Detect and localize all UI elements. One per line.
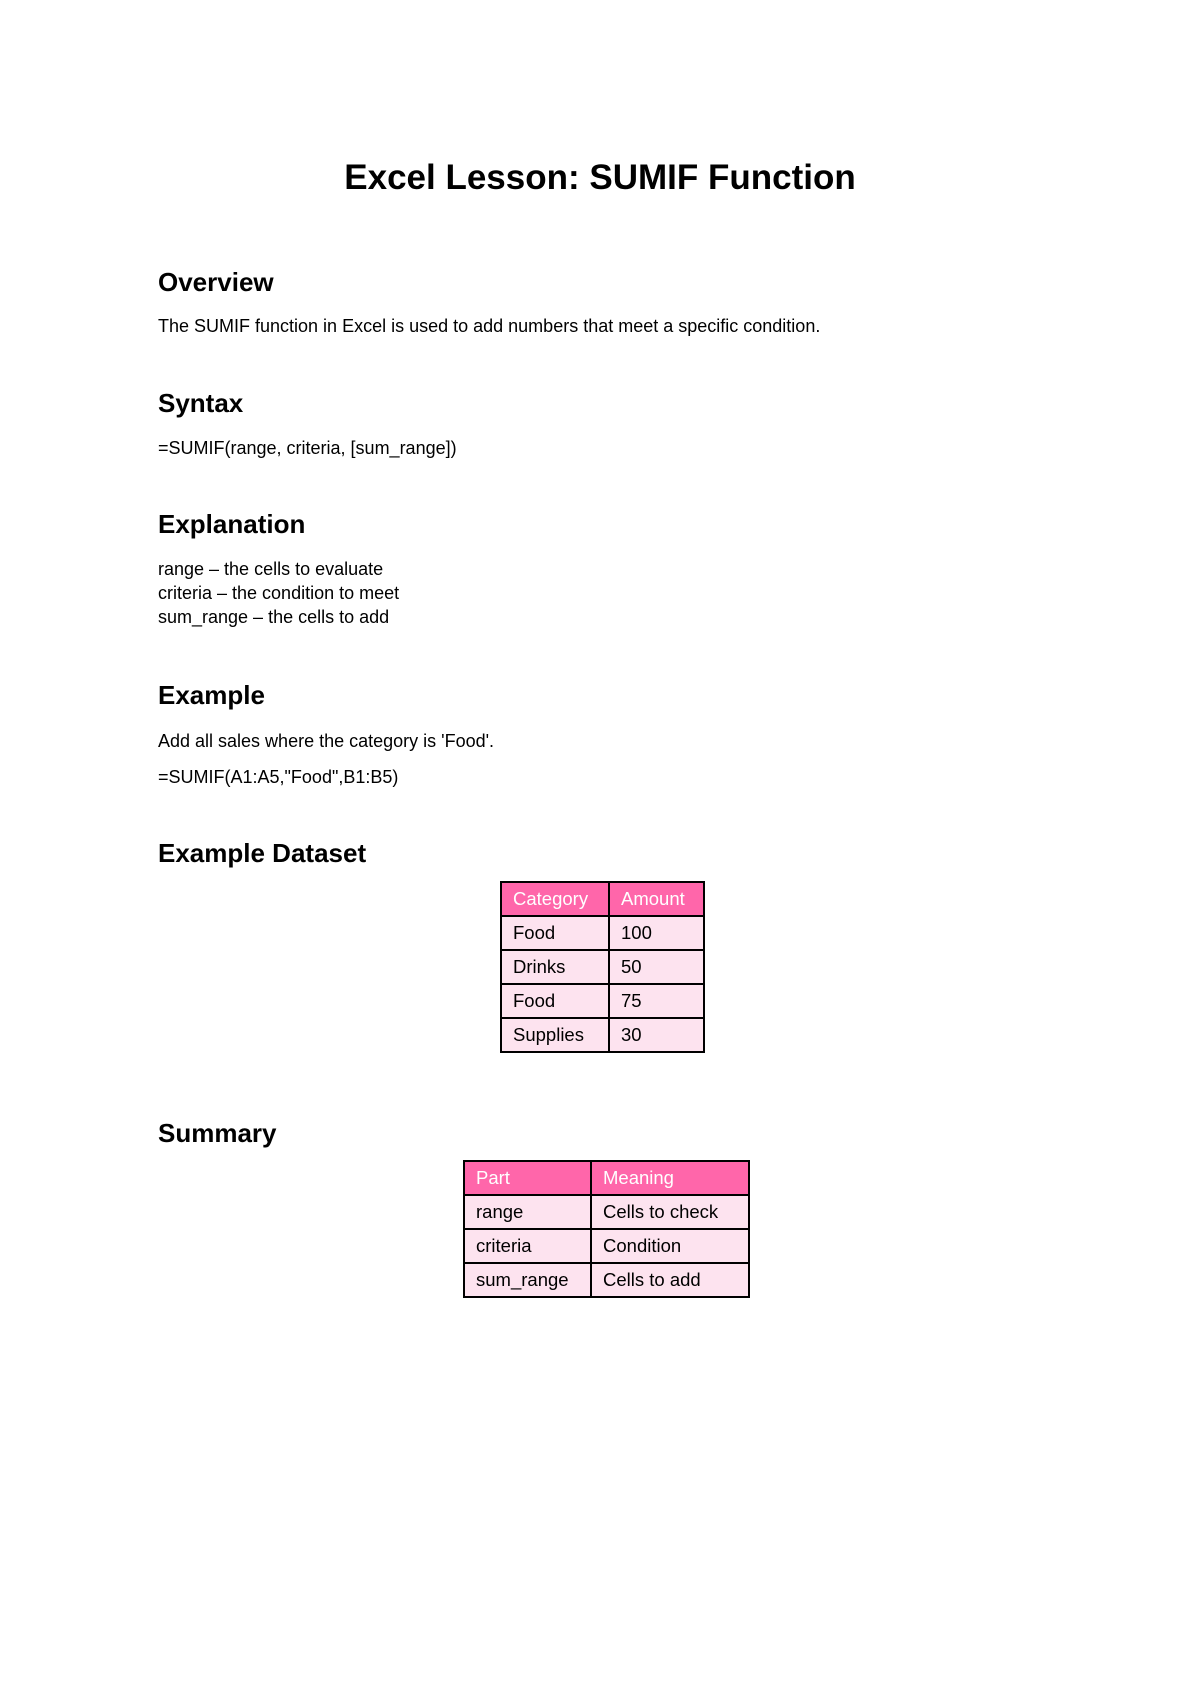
table-row <box>501 950 704 984</box>
summary-header-row <box>464 1161 749 1195</box>
summary-header-meaning: Meaning <box>591 1161 749 1195</box>
table-row <box>464 1229 749 1263</box>
page-title: Excel Lesson: SUMIF Function <box>344 158 856 197</box>
dataset-cell-category: Food <box>501 984 609 1018</box>
summary-cell-part: sum_range <box>464 1263 591 1297</box>
example-heading: Example <box>158 680 265 710</box>
explanation-line-criteria: criteria – the condition to meet <box>158 583 400 603</box>
table-row <box>464 1263 749 1297</box>
dataset-cell-amount: 30 <box>609 1018 704 1052</box>
dataset-cell-category: Drinks <box>501 950 609 984</box>
dataset-cell-amount: 100 <box>609 916 704 950</box>
overview-heading: Overview <box>158 267 274 297</box>
dataset-table <box>500 881 705 1053</box>
explanation-line-range: range – the cells to evaluate <box>158 559 384 579</box>
dataset-cell-category: Food <box>501 916 609 950</box>
table-row <box>501 916 704 950</box>
dataset-heading: Example Dataset <box>158 838 367 868</box>
summary-cell-meaning: Cells to check <box>591 1195 749 1229</box>
dataset-header-amount: Amount <box>609 882 704 916</box>
example-formula: =SUMIF(A1:A5,"Food",B1:B5) <box>158 767 399 787</box>
overview-text: The SUMIF function in Excel is used to add numbers that meet a specific condition. <box>158 316 821 336</box>
explanation-heading: Explanation <box>158 509 306 539</box>
summary-cell-part: criteria <box>464 1229 591 1263</box>
summary-cell-meaning: Cells to add <box>591 1263 749 1297</box>
summary-cell-part: range <box>464 1195 591 1229</box>
dataset-cell-amount: 75 <box>609 984 704 1018</box>
dataset-cell-category: Supplies <box>501 1018 609 1052</box>
table-row <box>501 984 704 1018</box>
table-row <box>464 1195 749 1229</box>
example-text: Add all sales where the category is 'Food'. <box>158 731 495 751</box>
dataset-header-category: Category <box>501 882 609 916</box>
summary-heading: Summary <box>158 1118 277 1148</box>
table-row <box>501 1018 704 1052</box>
explanation-line-sum-range: sum_range – the cells to add <box>158 607 390 627</box>
syntax-heading: Syntax <box>158 388 244 418</box>
dataset-cell-amount: 50 <box>609 950 704 984</box>
summary-cell-meaning: Condition <box>591 1229 749 1263</box>
summary-table <box>463 1160 750 1298</box>
dataset-header-row <box>501 882 704 916</box>
summary-header-part: Part <box>464 1161 591 1195</box>
syntax-formula: =SUMIF(range, criteria, [sum_range]) <box>158 438 457 458</box>
